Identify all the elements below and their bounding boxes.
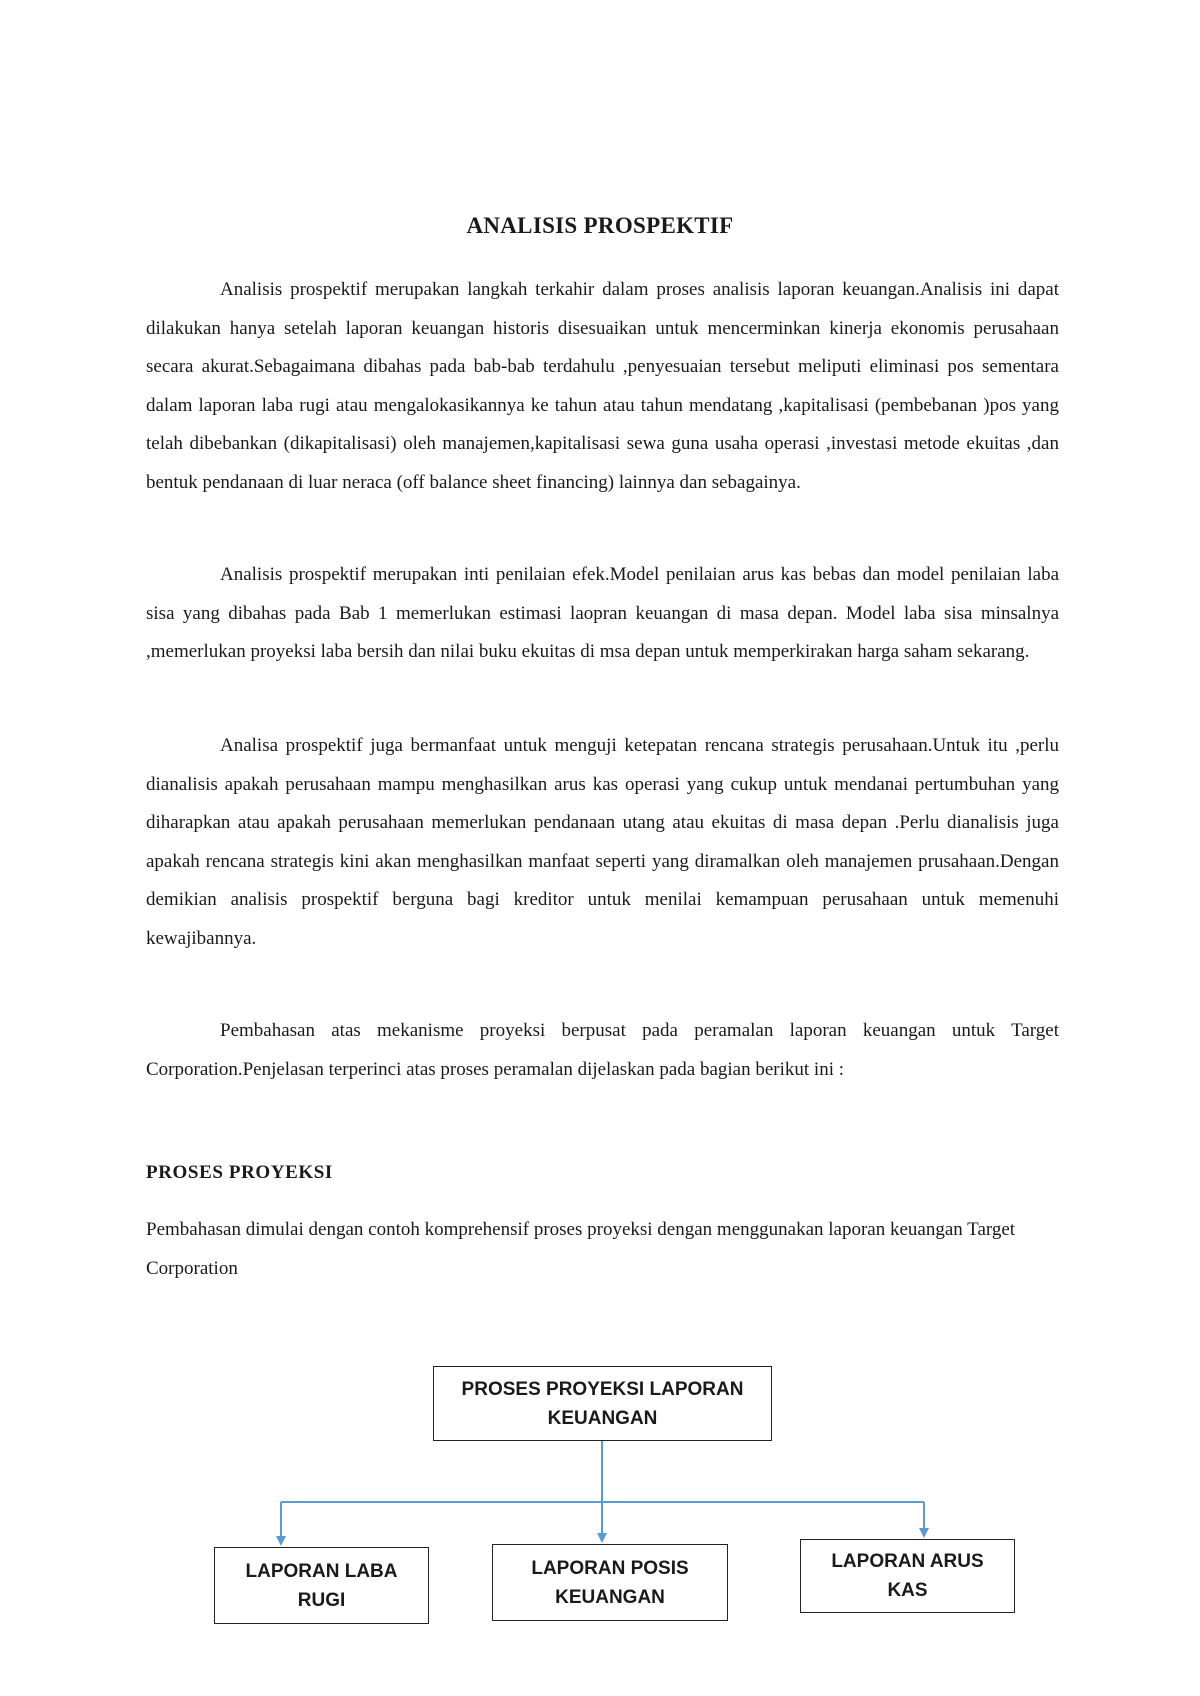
paragraph-1: Analisis prospektif merupakan langkah terkahir dalam proses analisis laporan keuangan.Analisis ini dapat dilakukan hanya setelah laporan keuangan historis disesuaikan untuk mencerminkan kinerja ekonomis perusahaan secara akurat.Sebagaimana dibahas pada bab-bab terdahulu ,penyesuaian tersebut meliputi eliminasi pos sementara dalam laporan laba rugi atau mengalokasikannya ke tahun atau tahun mendatang ,kapitalisasi (pembebanan )pos yang telah dibebankan (dikapitalisasi) oleh manajemen,kapitalisasi sewa guna usaha operasi ,investasi metode ekuitas ,dan bentuk pendanaan di luar neraca (off balance sheet financing) lainnya dan sebagainya. — [146, 279, 1059, 493]
paragraph-2: Analisis prospektif merupakan inti penilaian efek.Model penilaian arus kas bebas dan model penilaian laba sisa yang dibahas pada Bab 1 memerlukan estimasi laopran keuangan di masa depan. Model laba sisa minsalnya ,memerlukan proyeksi laba bersih dan nilai buku ekuitas di msa depan untuk memperkirakan harga saham sekarang. — [146, 564, 1059, 662]
diagram-child-label: LAPORAN LABA RUGI — [245, 1560, 398, 1611]
paragraph-4: Pembahasan atas mekanisme proyeksi berpusat pada peramalan laporan keuangan untuk Target Corporation.Penjelasan terperinci atas proses peramalan dijelaskan pada bagian berikut ini : — [146, 1020, 1059, 1080]
diagram-child-box-laba-rugi — [214, 1547, 429, 1624]
section-paragraph: Pembahasan dimulai dengan contoh komprehensif proses proyeksi dengan menggunakan laporan keuangan Target Corporation — [146, 1219, 1016, 1279]
diagram-child-label: LAPORAN ARUS KAS — [831, 1551, 984, 1601]
diagram-root-label: PROSES PROYEKSI LAPORAN KEUANGAN — [461, 1378, 744, 1429]
document-title: ANALISIS PROSPEKTIF — [466, 213, 734, 238]
diagram-child-box-posisi-keuangan — [492, 1544, 728, 1621]
paragraph-3: Analisa prospektif juga bermanfaat untuk menguji ketepatan rencana strategis perusahaan.Untuk itu ,perlu dianalisis apakah perusahaan mampu menghasilkan arus kas operasi yang cukup untuk mendanai pertumbuhan yang diharapkan atau apakah perusahaan memerlukan pendanaan utang atau ekuitas di masa depan .Perlu dianalisis juga apakah rencana strategis kini akan menghasilkan manfaat seperti yang diramalkan oleh manajemen prusahaan.Dengan demikian analisis prospektif berguna bagi kreditor untuk menilai kemampuan perusahaan untuk memenuhi kewajibannya. — [146, 735, 1059, 949]
diagram-child-label: LAPORAN POSIS KEUANGAN — [531, 1557, 689, 1608]
diagram-root-box — [433, 1366, 772, 1441]
diagram-child-box-arus-kas — [800, 1539, 1015, 1613]
section-heading: PROSES PROYEKSI — [146, 1162, 333, 1183]
